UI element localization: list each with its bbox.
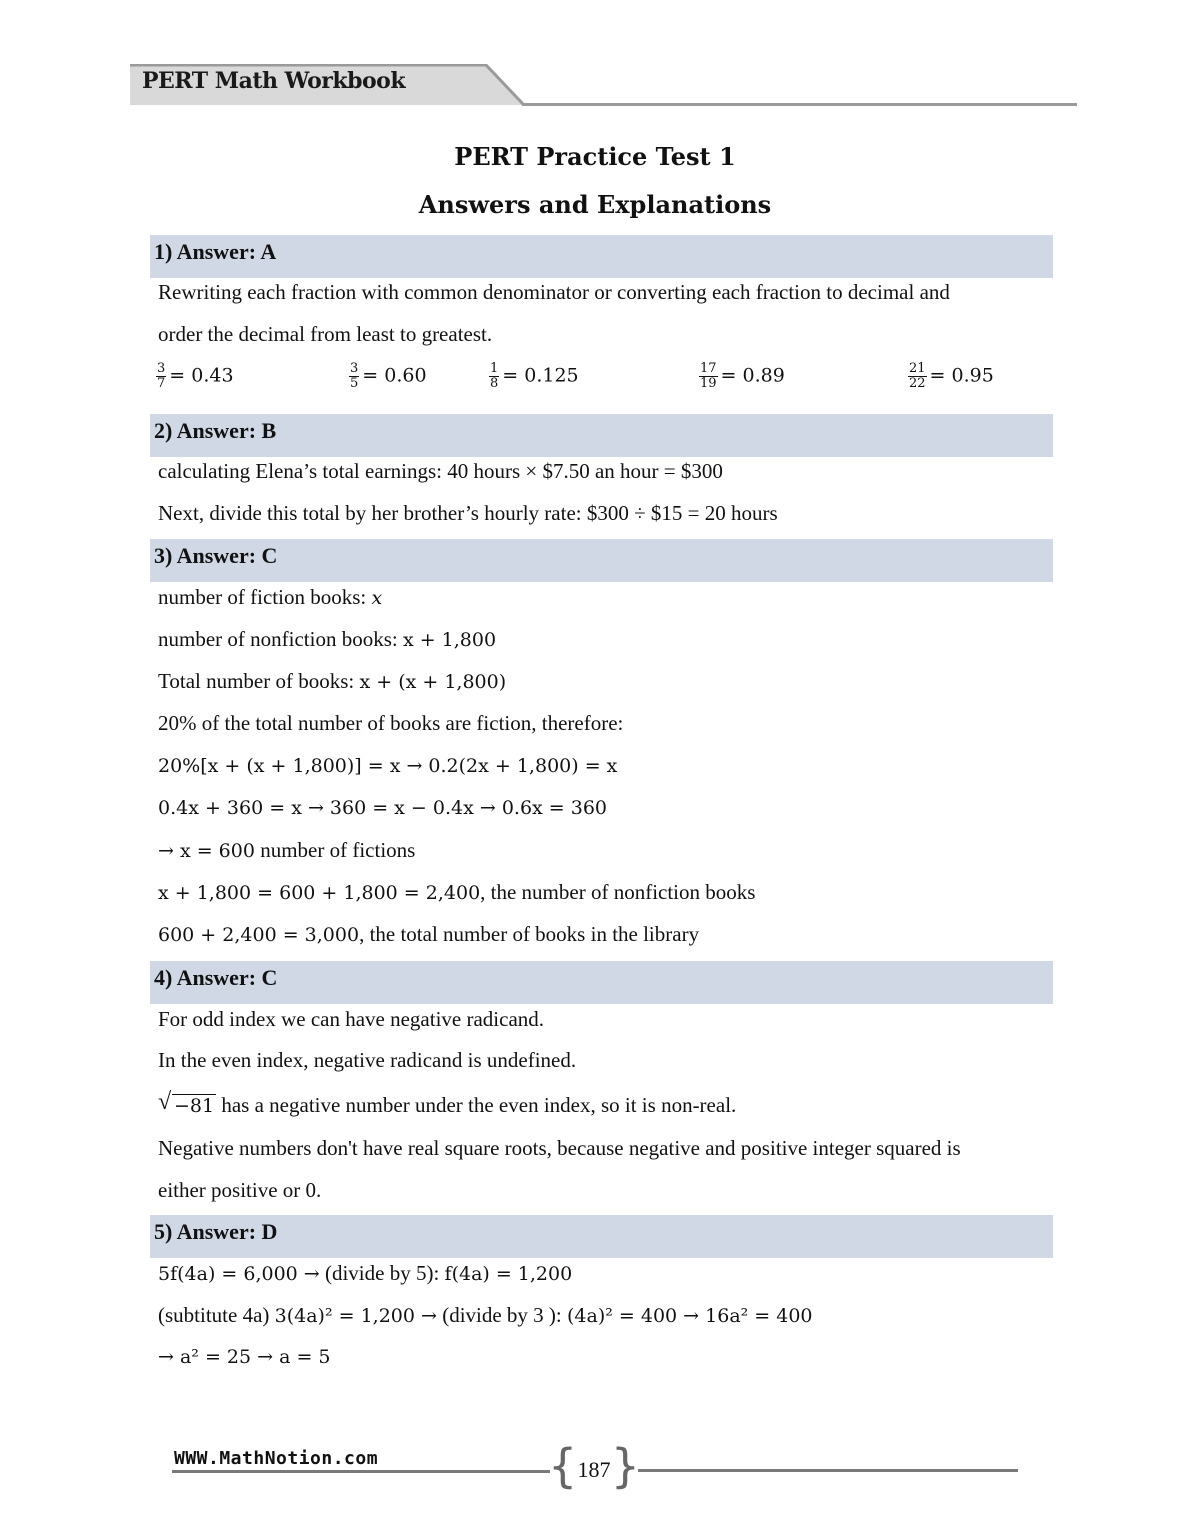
q4-line-4: Negative numbers don't have real square roots, because negative and positive integer squared is bbox=[158, 1136, 961, 1160]
answer-label: 1) Answer: A bbox=[154, 239, 277, 264]
footer-website: WWW.MathNotion.com bbox=[174, 1448, 379, 1469]
page-number: { 187 } bbox=[548, 1439, 640, 1493]
q4-line-2: In the even index, negative radicand is undefined. bbox=[158, 1048, 577, 1072]
q4-line-1: For odd index we can have negative radicand. bbox=[158, 1007, 545, 1031]
answer-band-2 bbox=[150, 414, 1053, 457]
answer-band-5 bbox=[150, 1215, 1053, 1258]
workbook-title: PERT Math Workbook bbox=[142, 68, 406, 94]
answer-band-1 bbox=[150, 235, 1053, 278]
fraction-item: $\frac{21}{22}$ = 0.95 bbox=[909, 361, 994, 391]
q3-line-3: Total number of books: x + (x + 1,800) bbox=[158, 669, 507, 693]
right-brace-icon: } bbox=[610, 1439, 640, 1493]
page-title: PERT Practice Test 1 bbox=[454, 142, 736, 171]
footer-rule bbox=[172, 1470, 550, 1473]
page-subtitle: Answers and Explanations bbox=[418, 190, 772, 219]
answer-band-4 bbox=[150, 961, 1053, 1004]
q3-line-4: 20% of the total number of books are fiction, therefore: bbox=[158, 711, 624, 735]
q3-line-8: x + 1,800 = 600 + 1,800 = 2,400, the number of nonfiction books bbox=[158, 880, 756, 904]
q3-line-1: number of fiction books: x bbox=[158, 585, 383, 609]
square-root: √ −81 bbox=[158, 1089, 215, 1117]
q3-equation-1: 20%[x + (x + 1,800)] = x → 0.2(2x + 1,800) = x bbox=[158, 755, 618, 777]
fraction-item: $\frac{3}{7}$ = 0.43 bbox=[157, 361, 234, 391]
q5-line-2: (subtitute 4a) 3(4a)² = 1,200 → (divide by 3 ): (4a)² = 400 → 16a² = 400 bbox=[158, 1303, 813, 1327]
q2-text-line-1: calculating Elena’s total earnings: 40 hours × $7.50 an hour = $300 bbox=[158, 459, 723, 483]
answer-band-3 bbox=[150, 539, 1053, 582]
q1-text-line-1: Rewriting each fraction with common denominator or converting each fraction to decimal and bbox=[158, 280, 950, 304]
q3-line-2: number of nonfiction books: x + 1,800 bbox=[158, 627, 497, 651]
q5-line-3: → a² = 25 → a = 5 bbox=[158, 1346, 331, 1368]
fraction-item: $\frac{3}{5}$ = 0.60 bbox=[350, 361, 427, 391]
q3-equation-2: 0.4x + 360 = x → 360 = x − 0.4x → 0.6x = 360 bbox=[158, 797, 608, 819]
fraction-item: $\frac{1}{8}$ = 0.125 bbox=[490, 361, 579, 391]
answer-label: 2) Answer: B bbox=[154, 418, 277, 443]
q4-line-5: either positive or 0. bbox=[158, 1178, 322, 1202]
header-rule bbox=[522, 103, 1077, 106]
q5-line-1: 5f(4a) = 6,000 → (divide by 5): f(4a) = 1,200 bbox=[158, 1261, 573, 1285]
header-tab bbox=[130, 64, 524, 105]
answer-label: 5) Answer: D bbox=[154, 1219, 278, 1244]
q2-text-line-2: Next, divide this total by her brother’s hourly rate: $300 ÷ $15 = 20 hours bbox=[158, 501, 778, 525]
footer-rule bbox=[638, 1469, 1018, 1472]
q4-line-3: √ −81 has a negative number under the even index, so it is non-real. bbox=[158, 1089, 737, 1117]
left-brace-icon: { bbox=[548, 1439, 578, 1493]
fraction-item: $\frac{17}{19}$ = 0.89 bbox=[700, 361, 785, 391]
q1-text-line-2: order the decimal from least to greatest. bbox=[158, 322, 493, 346]
q3-line-9: 600 + 2,400 = 3,000, the total number of books in the library bbox=[158, 922, 700, 946]
answer-label: 4) Answer: C bbox=[154, 965, 278, 990]
answer-label: 3) Answer: C bbox=[154, 543, 278, 568]
q3-line-7: → x = 600 number of fictions bbox=[158, 838, 416, 862]
